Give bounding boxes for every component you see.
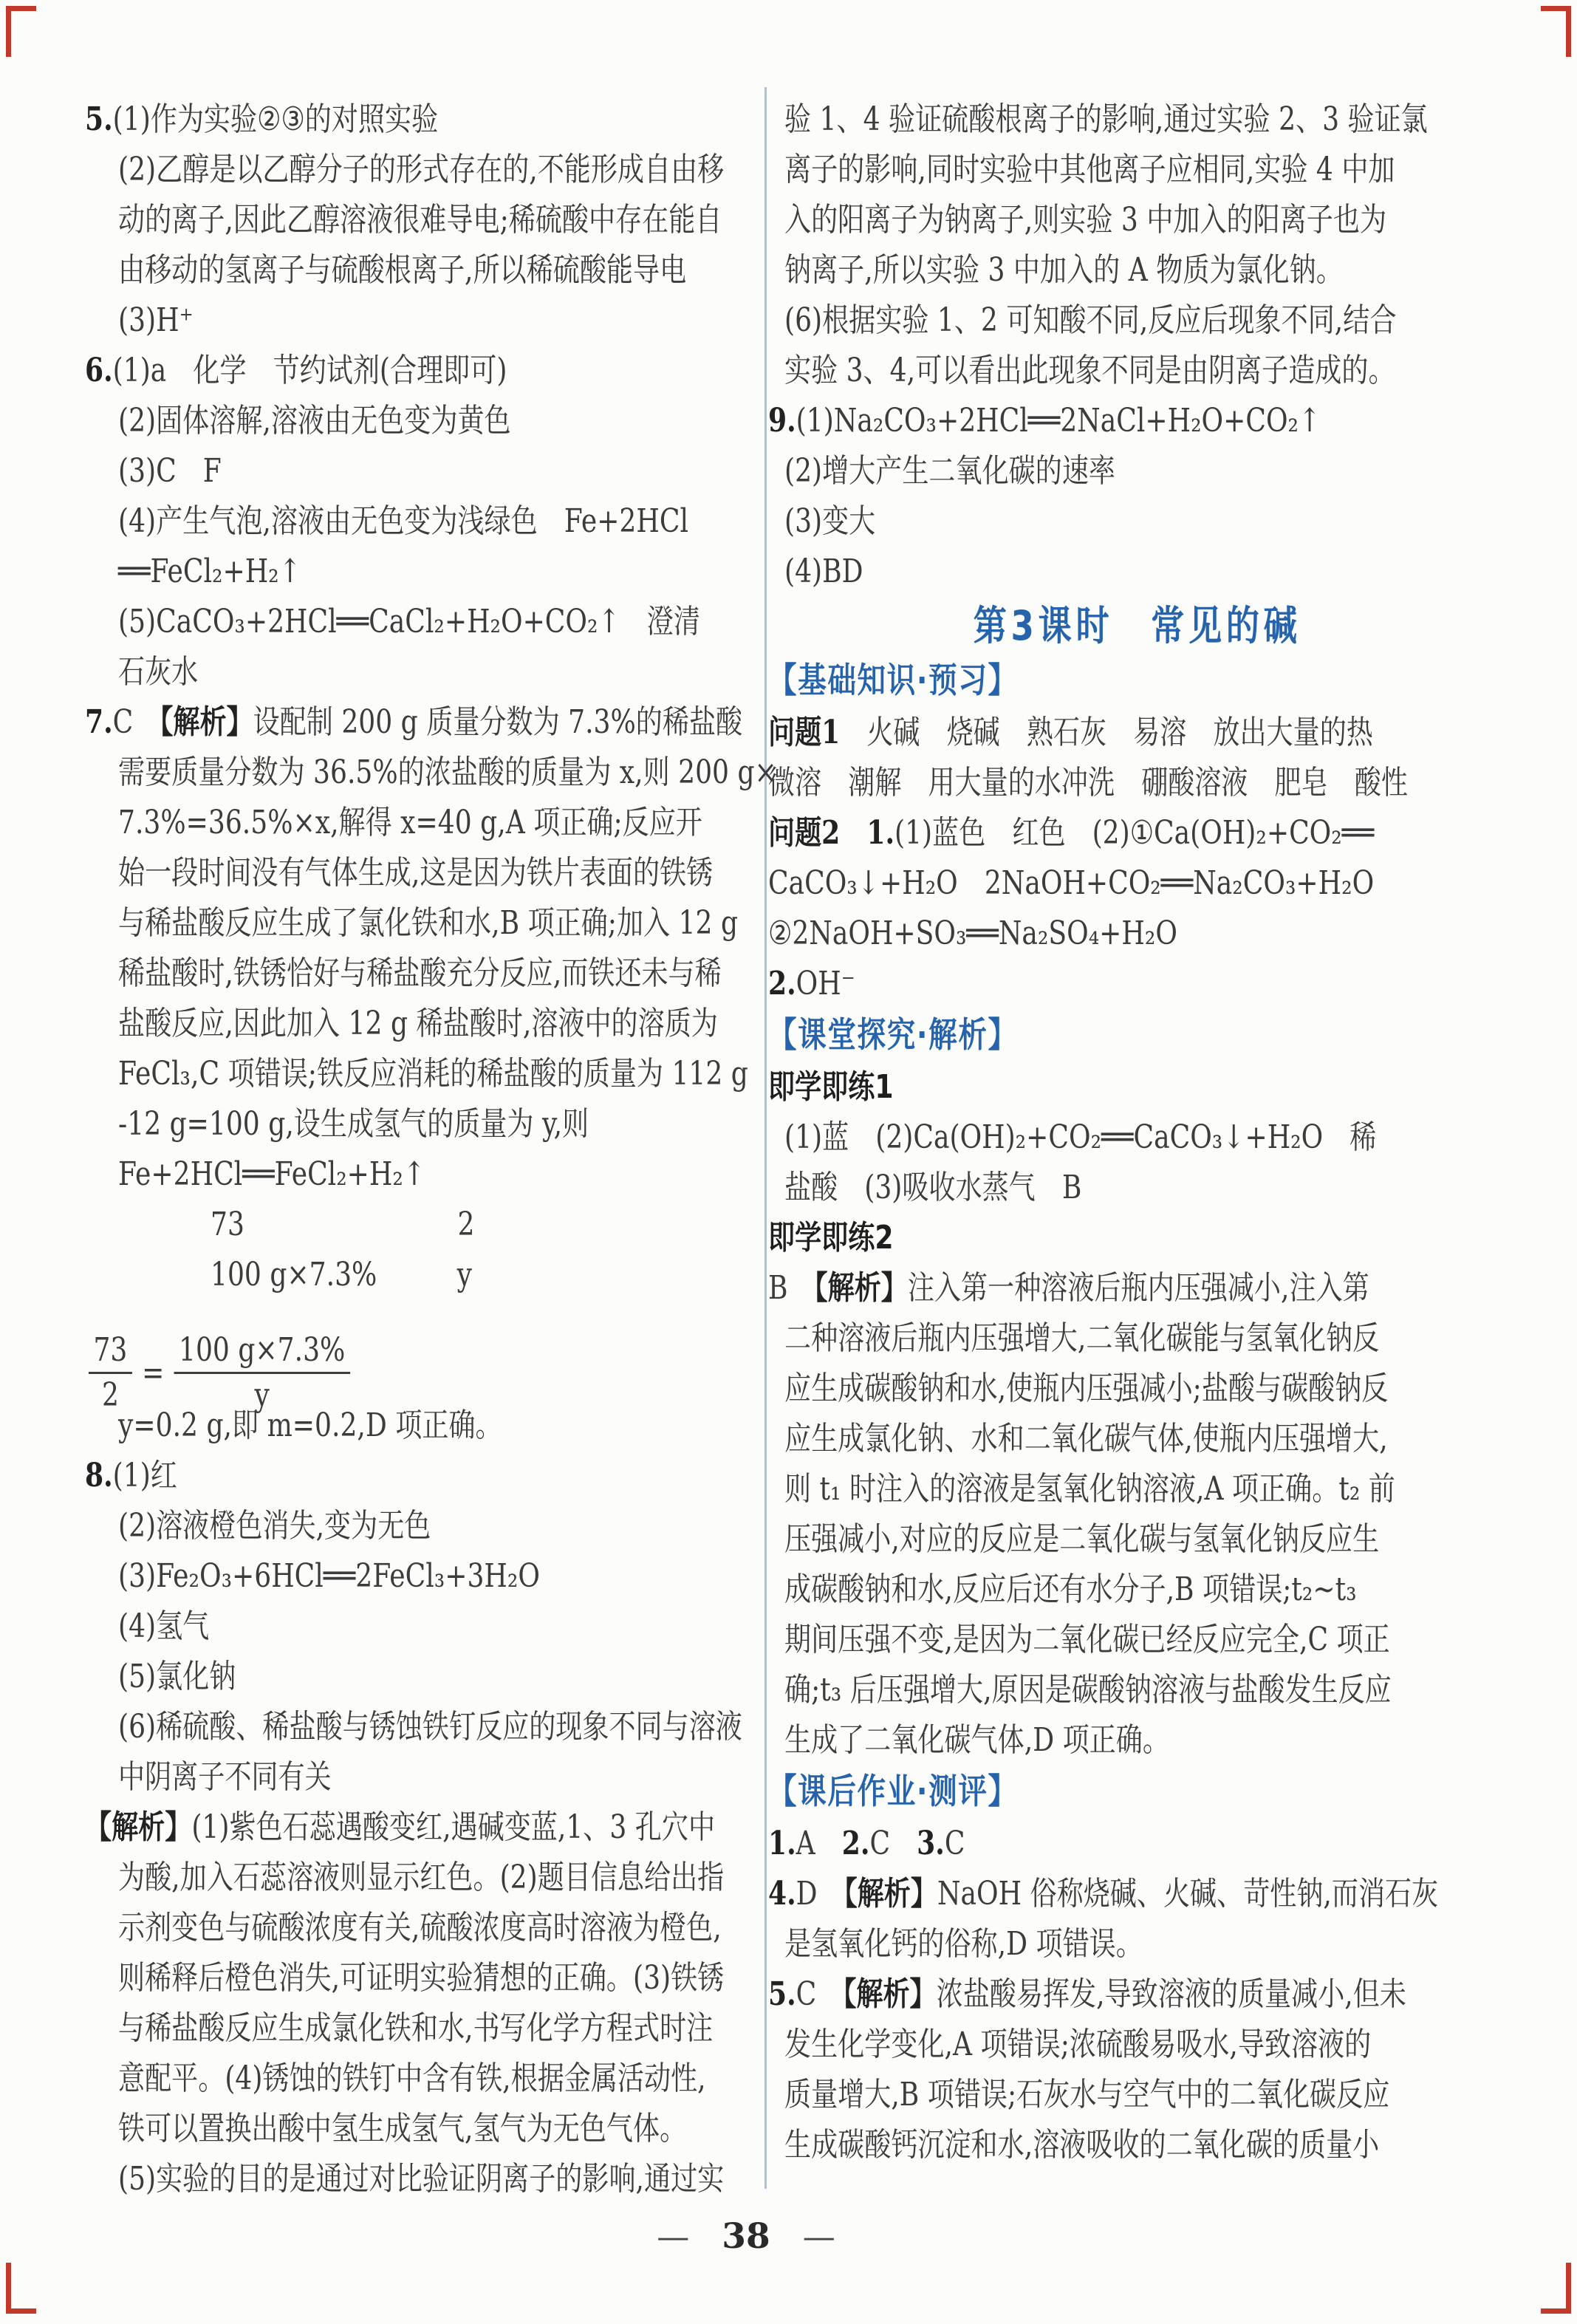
text-run: 期间压强不变,是因为二氧化碳已经反应完全,C 项正 <box>784 1621 1390 1658</box>
text-line-content <box>784 446 1115 496</box>
text-line-content <box>118 1903 722 1953</box>
text-run: (5)实验的目的是通过对比验证阴离子的影响,通过实 <box>118 2160 725 2198</box>
text-run: 100 g×7.3% y <box>211 1256 472 1293</box>
text-run: B <box>768 1269 815 1307</box>
text-run: 7. <box>85 703 113 741</box>
text-line <box>85 95 753 145</box>
text-line-content <box>118 1752 332 1802</box>
text-line-content <box>768 858 1374 909</box>
text-line-content <box>768 1819 965 1869</box>
text-run: 即学即练2 <box>768 1219 894 1257</box>
text-line-content <box>784 295 1396 346</box>
text-line <box>768 195 1507 245</box>
fraction-denominator: y <box>254 1376 270 1414</box>
text-run: C <box>944 1825 965 1862</box>
text-line <box>85 1049 753 1099</box>
text-line-content <box>118 195 722 245</box>
text-line <box>768 1464 1507 1514</box>
corner-mark-bottom-right <box>1541 2263 1571 2314</box>
text-line <box>768 1715 1507 1766</box>
text-run: (3)H⁺ <box>118 301 194 339</box>
text-line <box>85 1802 753 1853</box>
text-run: 4. <box>768 1875 796 1913</box>
text-run: (5)CaCO₃+2HCl══CaCl₂+H₂O+CO₂↑ 澄清 <box>118 603 700 640</box>
text-line-content <box>784 2120 1379 2170</box>
text-line-content <box>784 1113 1376 1163</box>
text-line <box>85 798 753 848</box>
text-line-content <box>118 748 777 798</box>
equals-sign: = <box>142 1353 165 1392</box>
text-line <box>85 1200 753 1250</box>
text-line <box>85 2054 753 2104</box>
text-run: 1. <box>768 1825 796 1862</box>
corner-mark-bottom-left <box>6 2263 36 2314</box>
text-line-content <box>118 2054 706 2104</box>
text-line <box>768 1615 1507 1665</box>
text-line-content <box>768 1969 1406 2020</box>
text-run: 【课后作业·测评】 <box>768 1771 1018 1812</box>
corner-mark-top-left <box>6 6 36 57</box>
text-line-content <box>118 949 722 999</box>
text-run: (1)作为实验②③的对照实验 <box>112 100 439 138</box>
text-line <box>85 195 753 245</box>
text-line <box>85 245 753 295</box>
text-run: 始一段时间没有气体生成,这是因为铁片表面的铁锈 <box>118 854 714 892</box>
text-line-content <box>118 2154 724 2204</box>
text-line-content <box>118 1652 236 1702</box>
text-line-content <box>211 1250 472 1300</box>
text-run: (3)变大 <box>784 502 876 540</box>
text-line-content <box>85 697 742 748</box>
text-run: 成碳酸钠和水,反应后还有水分子,B 项错误;t₂~t₃ <box>784 1571 1357 1608</box>
text-run: -12 g=100 g,设生成氢气的质量为 y,则 <box>118 1105 589 1143</box>
text-line <box>768 396 1507 446</box>
text-line-content <box>118 898 738 949</box>
text-run: (2)固体溶解,溶液由无色变为黄色 <box>118 402 511 440</box>
text-line-content <box>784 1665 1392 1715</box>
text-run: 则稀释后橙色消失,可证明实验猜想的正确。(3)铁锈 <box>118 1959 725 1997</box>
text-run: (3)C F <box>118 452 222 490</box>
text-line <box>768 1313 1507 1364</box>
text-run: 动的离子,因此乙醇溶液很难导电;稀硫酸中存在能自 <box>118 201 722 239</box>
text-line <box>85 145 753 195</box>
text-line-content <box>784 1313 1379 1364</box>
fraction-numerator: 100 g×7.3% <box>174 1329 349 1374</box>
text-line <box>768 1113 1507 1163</box>
text-run: (5)氯化钠 <box>118 1658 236 1695</box>
text-line <box>85 949 753 999</box>
text-run: 需要质量分数为 36.5%的浓盐酸的质量为 x,则 200 g× <box>118 753 777 791</box>
left-column <box>85 95 777 2204</box>
text-line-content <box>118 1953 724 2003</box>
text-line-content <box>118 295 194 346</box>
text-line <box>85 2154 753 2204</box>
text-line <box>768 145 1507 195</box>
text-run: (1)a 化学 节约试剂(合理即可) <box>112 352 507 389</box>
text-line <box>85 1702 753 1752</box>
text-run: OH⁻ <box>796 965 855 1002</box>
text-line-content <box>784 1163 1081 1213</box>
text-run: 入的阳离子为钠离子,则实验 3 中加入的阳离子也为 <box>784 201 1387 239</box>
text-line <box>85 1099 753 1149</box>
text-run: 浓盐酸易挥发,导致溶液的质量减小,但未 <box>936 1975 1406 2013</box>
text-line-content <box>118 145 724 195</box>
text-line <box>85 1149 753 1200</box>
text-run: 应生成氯化钠、水和二氧化碳气体,使瓶内压强增大, <box>784 1420 1388 1457</box>
text-run: 【基础知识·预习】 <box>768 660 1018 701</box>
text-line-content <box>768 1263 1369 1313</box>
text-line <box>768 1869 1507 1919</box>
text-run: 3. <box>917 1825 945 1862</box>
text-line-content <box>784 1715 1169 1766</box>
text-line-content <box>118 1401 502 1451</box>
text-line <box>768 496 1507 547</box>
text-line-content <box>118 647 198 697</box>
text-line <box>85 396 753 446</box>
text-line <box>768 959 1507 1009</box>
text-line <box>85 446 753 496</box>
footer-dash-right: — <box>802 2218 835 2256</box>
text-line <box>85 1551 753 1602</box>
text-line <box>85 1903 753 1953</box>
fraction-numerator: 73 <box>89 1329 132 1374</box>
text-line-content <box>118 1149 425 1200</box>
text-line-content <box>768 758 1408 808</box>
text-run: Fe+2HCl══FeCl₂+H₂↑ <box>118 1155 426 1193</box>
text-line-content <box>768 1009 1018 1062</box>
text-line-content <box>118 547 301 597</box>
text-line-content <box>85 1802 715 1853</box>
text-line-content <box>768 1213 893 1263</box>
text-line-content <box>784 195 1386 245</box>
text-run: 设配制 200 g 质量分数为 7.3%的稀盐酸 <box>253 703 743 741</box>
text-run: (1)蓝色 红色 (2)①Ca(OH)₂+CO₂══ <box>894 814 1375 852</box>
text-run: 【解析】 <box>85 1808 192 1846</box>
text-line <box>85 1752 753 1802</box>
text-run: C <box>112 703 160 741</box>
section-heading <box>768 1766 1507 1819</box>
text-line-content <box>784 1514 1379 1565</box>
text-line <box>768 1414 1507 1464</box>
text-run: 5. <box>85 100 113 138</box>
text-run: C <box>869 1825 917 1862</box>
text-line <box>768 1969 1507 2020</box>
text-run: 生成了二氧化碳气体,D 项正确。 <box>784 1721 1169 1759</box>
text-line <box>768 295 1507 346</box>
text-run: 问题2 <box>768 814 841 852</box>
text-run: 验 1、4 验证硫酸根离子的影响,通过实验 2、3 验证氯 <box>784 100 1428 138</box>
text-line-content <box>784 1565 1357 1615</box>
text-line <box>768 1665 1507 1715</box>
text-line <box>768 708 1507 758</box>
text-line-content <box>784 1919 1143 1969</box>
text-line <box>85 496 753 547</box>
text-run: (4)BD <box>784 553 863 590</box>
text-line <box>85 1953 753 2003</box>
text-run: 问题1 <box>768 714 841 751</box>
text-run: 2. <box>768 965 796 1002</box>
text-run: FeCl₃,C 项错误;铁反应消耗的稀盐酸的质量为 112 g <box>118 1055 748 1093</box>
text-line-content <box>768 1766 1018 1819</box>
text-line-content <box>768 708 1373 758</box>
text-run: 【课堂探究·解析】 <box>768 1015 1018 1056</box>
footer-page-number: 38 <box>722 2216 770 2257</box>
text-line <box>768 2070 1507 2120</box>
text-line-content <box>118 1702 742 1752</box>
text-line-content <box>784 2070 1389 2120</box>
text-run: 石灰水 <box>118 653 199 691</box>
text-run: 铁可以置换出酸中氢生成氢气,氢气为无色气体。 <box>118 2110 687 2147</box>
text-line <box>85 1401 753 1451</box>
text-run: 由移动的氢离子与硫酸根离子,所以稀硫酸能导电 <box>118 251 687 289</box>
text-line <box>768 1514 1507 1565</box>
text-line-content <box>211 1200 475 1250</box>
text-line-content <box>85 95 438 145</box>
text-line-content <box>784 1364 1388 1414</box>
text-run: 示剂变色与硫酸浓度有关,硫酸浓度高时溶液为橙色, <box>118 1909 722 1947</box>
text-run: ══FeCl₂+H₂↑ <box>118 553 301 590</box>
text-run: (1)紫色石蕊遇酸变红,遇碱变蓝,1、3 孔穴中 <box>191 1808 716 1846</box>
text-line <box>768 95 1507 145</box>
text-line-content <box>118 1551 540 1602</box>
text-run: 发生化学变化,A 项错误;浓硫酸易吸水,导致溶液的 <box>784 2026 1372 2063</box>
text-line-content <box>974 597 1301 655</box>
text-run: 5. <box>768 1975 796 2013</box>
footer-dash-left: — <box>657 2218 690 2256</box>
text-line <box>85 1501 753 1551</box>
text-run: 第3课时 常见的碱 <box>974 602 1301 649</box>
text-line <box>85 748 777 798</box>
text-line <box>768 1364 1507 1414</box>
text-line-content <box>85 346 507 396</box>
fraction-denominator: 2 <box>101 1376 119 1414</box>
section-heading <box>768 655 1507 708</box>
text-run: 二种溶液后瓶内压强增大,二氧化碳能与氢氧化钠反 <box>784 1319 1380 1357</box>
exercise-subheading <box>768 1213 1507 1263</box>
text-run: 质量增大,B 项错误;石灰水与空气中的二氧化碳反应 <box>784 2076 1390 2113</box>
text-line <box>768 245 1507 295</box>
text-line-content <box>118 1049 748 1099</box>
text-line <box>768 1919 1507 1969</box>
corner-mark-top-right <box>1541 6 1571 57</box>
text-line-content <box>118 848 713 898</box>
text-line-content <box>118 1853 724 1903</box>
text-run: 压强减小,对应的反应是二氧化碳与氢氧化钠反应生 <box>784 1520 1380 1558</box>
text-line <box>85 697 753 748</box>
text-line-content <box>85 1451 177 1501</box>
text-line-content <box>784 346 1395 396</box>
text-line-content <box>768 959 855 1009</box>
text-run: 是氢氧化钙的俗称,D 项错误。 <box>784 1925 1143 1963</box>
text-line-content <box>118 1099 589 1149</box>
text-line <box>768 1819 1507 1869</box>
text-run: A <box>796 1825 842 1862</box>
text-line-content <box>768 655 1018 708</box>
text-run: 应生成碳酸钠和水,使瓶内压强减小;盐酸与碳酸钠反 <box>784 1370 1389 1407</box>
text-line <box>768 858 1507 909</box>
text-line <box>85 1602 753 1652</box>
text-line <box>768 758 1507 808</box>
section-heading <box>768 1009 1507 1062</box>
text-line <box>768 446 1507 496</box>
text-run: 73 2 <box>211 1206 475 1243</box>
text-line <box>85 547 753 597</box>
text-run <box>840 814 866 852</box>
text-run: 2. <box>841 1825 870 1862</box>
text-line <box>85 346 753 396</box>
text-line <box>768 547 1507 597</box>
text-run: C <box>796 1975 844 2013</box>
text-line-content <box>784 245 1343 295</box>
text-run: 则 t₁ 时注入的溶液是氢氧化钠溶液,A 项正确。t₂ 前 <box>784 1470 1395 1508</box>
text-line-content <box>768 1869 1438 1919</box>
text-line-content <box>784 95 1428 145</box>
text-line-content <box>118 1602 209 1652</box>
text-line <box>85 1451 753 1501</box>
text-run: (6)根据实验 1、2 可知酸不同,反应后现象不同,结合 <box>784 301 1397 339</box>
text-line <box>85 999 753 1049</box>
text-line-content <box>118 1501 431 1551</box>
text-line-content <box>768 396 1321 446</box>
text-run: 【解析】 <box>814 1269 908 1307</box>
text-run: CaCO₃↓+H₂O 2NaOH+CO₂══Na₂CO₃+H₂O <box>768 864 1375 902</box>
text-line <box>768 1565 1507 1615</box>
text-run: (3)Fe₂O₃+6HCl══2FeCl₃+3H₂O <box>118 1557 540 1595</box>
text-run: (2)增大产生二氧化碳的速率 <box>784 452 1115 490</box>
text-line-content <box>118 2104 686 2154</box>
text-line-content <box>768 1062 893 1113</box>
text-run: 离子的影响,同时实验中其他离子应相同,实验 4 中加 <box>784 151 1395 188</box>
text-run: 钠离子,所以实验 3 中加入的 A 物质为氯化钠。 <box>784 251 1343 289</box>
text-run: 确;t₃ 后压强增大,原因是碳酸钠溶液与盐酸发生反应 <box>784 1671 1392 1709</box>
text-line-content <box>784 2020 1371 2070</box>
text-run: (1)蓝 (2)Ca(OH)₂+CO₂══CaCO₃↓+H₂O 稀 <box>784 1118 1377 1156</box>
text-line-content <box>118 446 222 496</box>
text-line-content <box>784 1464 1395 1514</box>
text-run: (2)乙醇是以乙醇分子的形式存在的,不能形成自由移 <box>118 151 725 188</box>
text-line-content <box>118 396 511 446</box>
text-run: 注入第一种溶液后瓶内压强减小,注入第 <box>907 1269 1369 1307</box>
text-line <box>768 808 1507 858</box>
text-run: (1)Na₂CO₃+2HCl══2NaCl+H₂O+CO₂↑ <box>796 402 1321 440</box>
text-line <box>85 1853 753 1903</box>
text-run: 【解析】 <box>843 1975 937 2013</box>
text-line-content <box>118 597 700 647</box>
text-run: 1. <box>866 814 895 852</box>
text-line-content <box>768 808 1374 858</box>
text-line-content <box>118 999 718 1049</box>
lesson-title <box>768 597 1507 655</box>
text-line-content <box>784 547 863 597</box>
text-run: D <box>796 1875 844 1913</box>
text-line <box>85 848 753 898</box>
text-run: 6. <box>85 352 113 389</box>
text-line <box>768 346 1507 396</box>
text-run: (4)氢气 <box>118 1607 210 1645</box>
text-run: NaOH 俗称烧碱、火碱、苛性钠,而消石灰 <box>937 1875 1439 1913</box>
page-footer <box>0 2216 1492 2257</box>
text-line-content <box>118 496 688 547</box>
text-line <box>85 597 753 647</box>
text-run: 与稀盐酸反应生成氯化铁和水,书写化学方程式时注 <box>118 2009 714 2047</box>
text-line <box>85 1652 753 1702</box>
text-line <box>85 2003 753 2054</box>
text-run: 【解析】 <box>160 703 253 741</box>
text-line <box>768 909 1507 959</box>
text-line-content <box>118 798 702 848</box>
right-column <box>768 95 1507 2170</box>
text-run: 为酸,加入石蕊溶液则显示红色。(2)题目信息给出指 <box>118 1859 725 1896</box>
text-run: ②2NaOH+SO₃══Na₂SO₄+H₂O <box>768 915 1177 952</box>
text-line <box>85 2104 753 2154</box>
text-run: (1)红 <box>112 1457 177 1494</box>
text-run: (4)产生气泡,溶液由无色变为浅绿色 Fe+2HCl <box>118 502 688 540</box>
text-run: 【解析】 <box>844 1875 937 1913</box>
text-run: 与稀盐酸反应生成了氯化铁和水,B 项正确;加入 12 g <box>118 904 739 942</box>
text-run: 8. <box>85 1457 113 1494</box>
text-run: 7.3%=36.5%×x,解得 x=40 g,A 项正确;反应开 <box>118 804 702 841</box>
text-line-content <box>118 2003 713 2054</box>
text-run: 盐酸 (3)吸收水蒸气 B <box>784 1169 1082 1206</box>
text-run: (2)溶液橙色消失,变为无色 <box>118 1507 431 1545</box>
text-line-content <box>784 1615 1390 1665</box>
text-line <box>768 1163 1507 1213</box>
text-line <box>85 295 753 346</box>
text-line <box>85 1250 753 1300</box>
text-line-content <box>768 909 1177 959</box>
exercise-subheading <box>768 1062 1507 1113</box>
text-line <box>768 2020 1507 2070</box>
text-run: y=0.2 g,即 m=0.2,D 项正确。 <box>118 1407 502 1444</box>
text-line-content <box>784 145 1395 195</box>
text-run: 意配平。(4)锈蚀的铁钉中含有铁,根据金属活动性, <box>118 2060 706 2097</box>
equation-fraction-line <box>85 1300 753 1414</box>
text-line <box>85 647 753 697</box>
text-run: 盐酸反应,因此加入 12 g 稀盐酸时,溶液中的溶质为 <box>118 1005 718 1042</box>
text-line-content <box>784 496 875 547</box>
text-run: 即学即练1 <box>768 1068 894 1106</box>
text-line-content <box>118 245 686 295</box>
text-line <box>768 2120 1507 2170</box>
text-run: 生成碳酸钙沉淀和水,溶液吸收的二氧化碳的质量小 <box>784 2126 1380 2164</box>
text-run: 实验 3、4,可以看出此现象不同是由阴离子造成的。 <box>784 352 1395 389</box>
text-run: (6)稀硫酸、稀盐酸与锈蚀铁钉反应的现象不同与溶液 <box>118 1708 742 1746</box>
text-line <box>85 898 753 949</box>
text-run: 微溶 潮解 用大量的水冲洗 硼酸溶液 肥皂 酸性 <box>768 764 1408 802</box>
text-line <box>768 1263 1507 1313</box>
text-line-content <box>784 1414 1388 1464</box>
text-run: 稀盐酸时,铁锈恰好与稀盐酸充分反应,而铁还未与稀 <box>118 954 722 992</box>
text-run: 火碱 烧碱 熟石灰 易溶 放出大量的热 <box>840 714 1373 751</box>
text-run: 9. <box>768 402 796 440</box>
text-run: 中阴离子不同有关 <box>118 1758 332 1796</box>
